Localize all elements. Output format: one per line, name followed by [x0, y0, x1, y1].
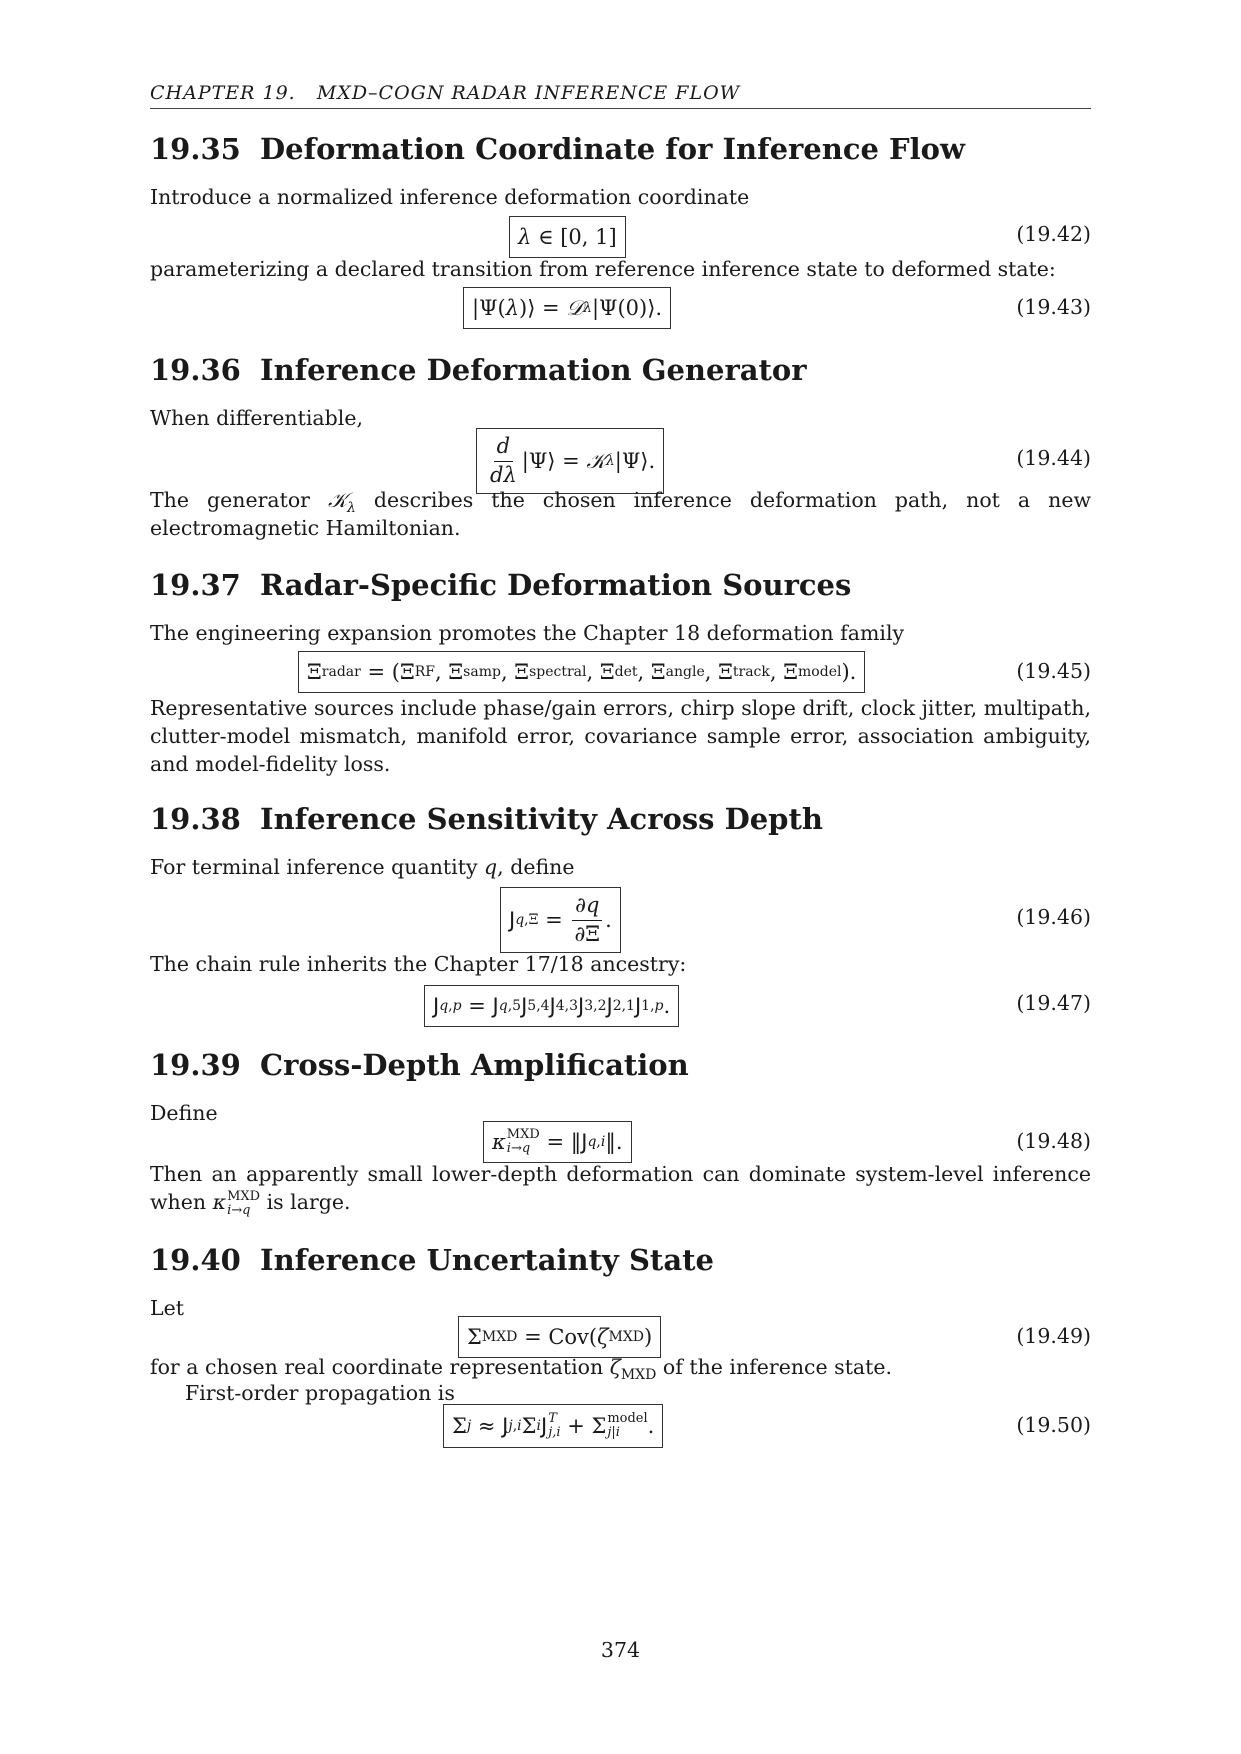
equation-19-47 — [150, 985, 1091, 1029]
section-number: 19.39 — [150, 1048, 241, 1082]
equation-19-48 — [150, 1121, 1091, 1165]
paragraph: The generator 𝒦$_\lambda$ describes the chosen inference deformation path, not a new electromagnetic Hamiltonian. — [150, 488, 1091, 540]
section-number: 19.40 — [150, 1243, 241, 1277]
equation-19-42 — [150, 216, 1091, 260]
text-span: Then an apparently small lower-depth deformation can dominate system-level inference when — [150, 1162, 1091, 1214]
equation-number: (19.48) — [1016, 1129, 1091, 1153]
section-number: 19.36 — [150, 353, 241, 387]
paragraph: The chain rule inherits the Chapter 17/18 ancestry: — [150, 952, 687, 976]
equation-number: (19.43) — [1016, 295, 1091, 319]
paragraph: Define — [150, 1101, 218, 1125]
section-number: 19.37 — [150, 568, 241, 602]
paragraph: for a chosen real coordinate representation $\zeta_{MXD}$ of the inference state. — [150, 1355, 893, 1384]
equation-19-50 — [150, 1404, 1091, 1448]
text-span: describes the chosen inference deformation path, not a new electromagnetic Hamiltonian. — [150, 488, 1091, 540]
paragraph: When differentiable, — [150, 406, 363, 430]
equation-number: (19.45) — [1016, 659, 1091, 683]
section-title-text: Inference Uncertainty State — [260, 1243, 714, 1277]
section-number: 19.38 — [150, 802, 241, 836]
text-span: for a chosen real coordinate representation — [150, 1355, 610, 1379]
equation-19-46 — [150, 887, 1091, 946]
page-number: 374 — [600, 1638, 641, 1662]
section-title-text: Radar-Specific Deformation Sources — [260, 568, 852, 602]
text-span: of the inference state. — [656, 1355, 893, 1379]
text-span: , define — [497, 855, 575, 879]
equation-19-45 — [150, 651, 1091, 695]
equation-19-44 — [150, 428, 1091, 487]
section-heading-19-39 — [150, 1048, 689, 1082]
equation-19-43 — [150, 287, 1091, 331]
equation-box: $\frac{d}{d\lambda}$ |Ψ⟩ = 𝒦 λ |Ψ⟩. — [476, 428, 664, 494]
section-title-text: Cross-Depth Amplification — [260, 1048, 689, 1082]
section-heading-19-36 — [150, 353, 807, 387]
section-number: 19.35 — [150, 132, 241, 166]
paragraph: parameterizing a declared transition from reference inference state to deformed state: — [150, 257, 1056, 281]
paragraph: Then an apparently small lower-depth deformation can dominate system-level inference when κ MXD i→q is large. — [150, 1162, 1091, 1218]
equation-number: (19.42) — [1016, 222, 1091, 246]
equation-box: J q,p = J q,5 J 5,4 J 4,3 J 3,2 J 2,1 J 1,p . — [424, 985, 679, 1027]
paragraph: First-order propagation is — [185, 1381, 455, 1405]
equation-box: Σ MXD = Cov( ζ MXD ) — [458, 1316, 661, 1358]
equation-number: (19.46) — [1016, 905, 1091, 929]
equation-number: (19.50) — [1016, 1413, 1091, 1437]
section-heading-19-37 — [150, 568, 851, 602]
equation-box: J q,Ξ = $\frac{\partial q}{\partial\Xi}$ . — [500, 887, 621, 953]
paragraph: Representative sources include phase/gain errors, chirp slope drift, clock jitter, multipath, clutter-model mismatch, manifold error, covariance sample error, association ambiguity, and model-fidelity loss. — [150, 696, 1091, 776]
equation-box: |Ψ( λ )⟩ = 𝒟 λ |Ψ(0)⟩. — [463, 287, 671, 329]
section-title-text: Inference Deformation Generator — [260, 353, 807, 387]
equation-number: (19.47) — [1016, 991, 1091, 1015]
text-span: is large. — [260, 1190, 351, 1214]
section-heading-19-35 — [150, 132, 965, 166]
section-heading-19-38 — [150, 802, 823, 836]
section-title-text: Inference Sensitivity Across Depth — [260, 802, 823, 836]
equation-number: (19.44) — [1016, 446, 1091, 470]
section-heading-19-40 — [150, 1243, 714, 1277]
paragraph: For terminal inference quantity q, define — [150, 855, 575, 879]
document-page — [150, 0, 1091, 1754]
paragraph: The engineering expansion promotes the Chapter 18 deformation family — [150, 621, 905, 645]
equation-box: κ MXD i→q = ‖ J q,i ‖. — [483, 1121, 632, 1163]
equation-number: (19.49) — [1016, 1324, 1091, 1348]
equation-box: λ ∈ [0, 1] — [509, 216, 626, 258]
running-header: CHAPTER 19. MXD–COGN RADAR INFERENCE FLOW — [150, 82, 1091, 109]
text-span: The generator — [150, 488, 328, 512]
text-span: For terminal inference quantity — [150, 855, 485, 879]
paragraph: Introduce a normalized inference deformation coordinate — [150, 185, 750, 209]
paragraph: Let — [150, 1296, 184, 1320]
equation-box: Σ j ≈ J j,i Σ i J T j,i + Σ model j|i . — [443, 1404, 663, 1448]
section-title-text: Deformation Coordinate for Inference Flow — [260, 132, 965, 166]
equation-box: Ξ radar = (Ξ RF , Ξ samp , Ξ spectral , Ξ det , Ξ angle , Ξ track , Ξ model ). — [298, 651, 865, 693]
